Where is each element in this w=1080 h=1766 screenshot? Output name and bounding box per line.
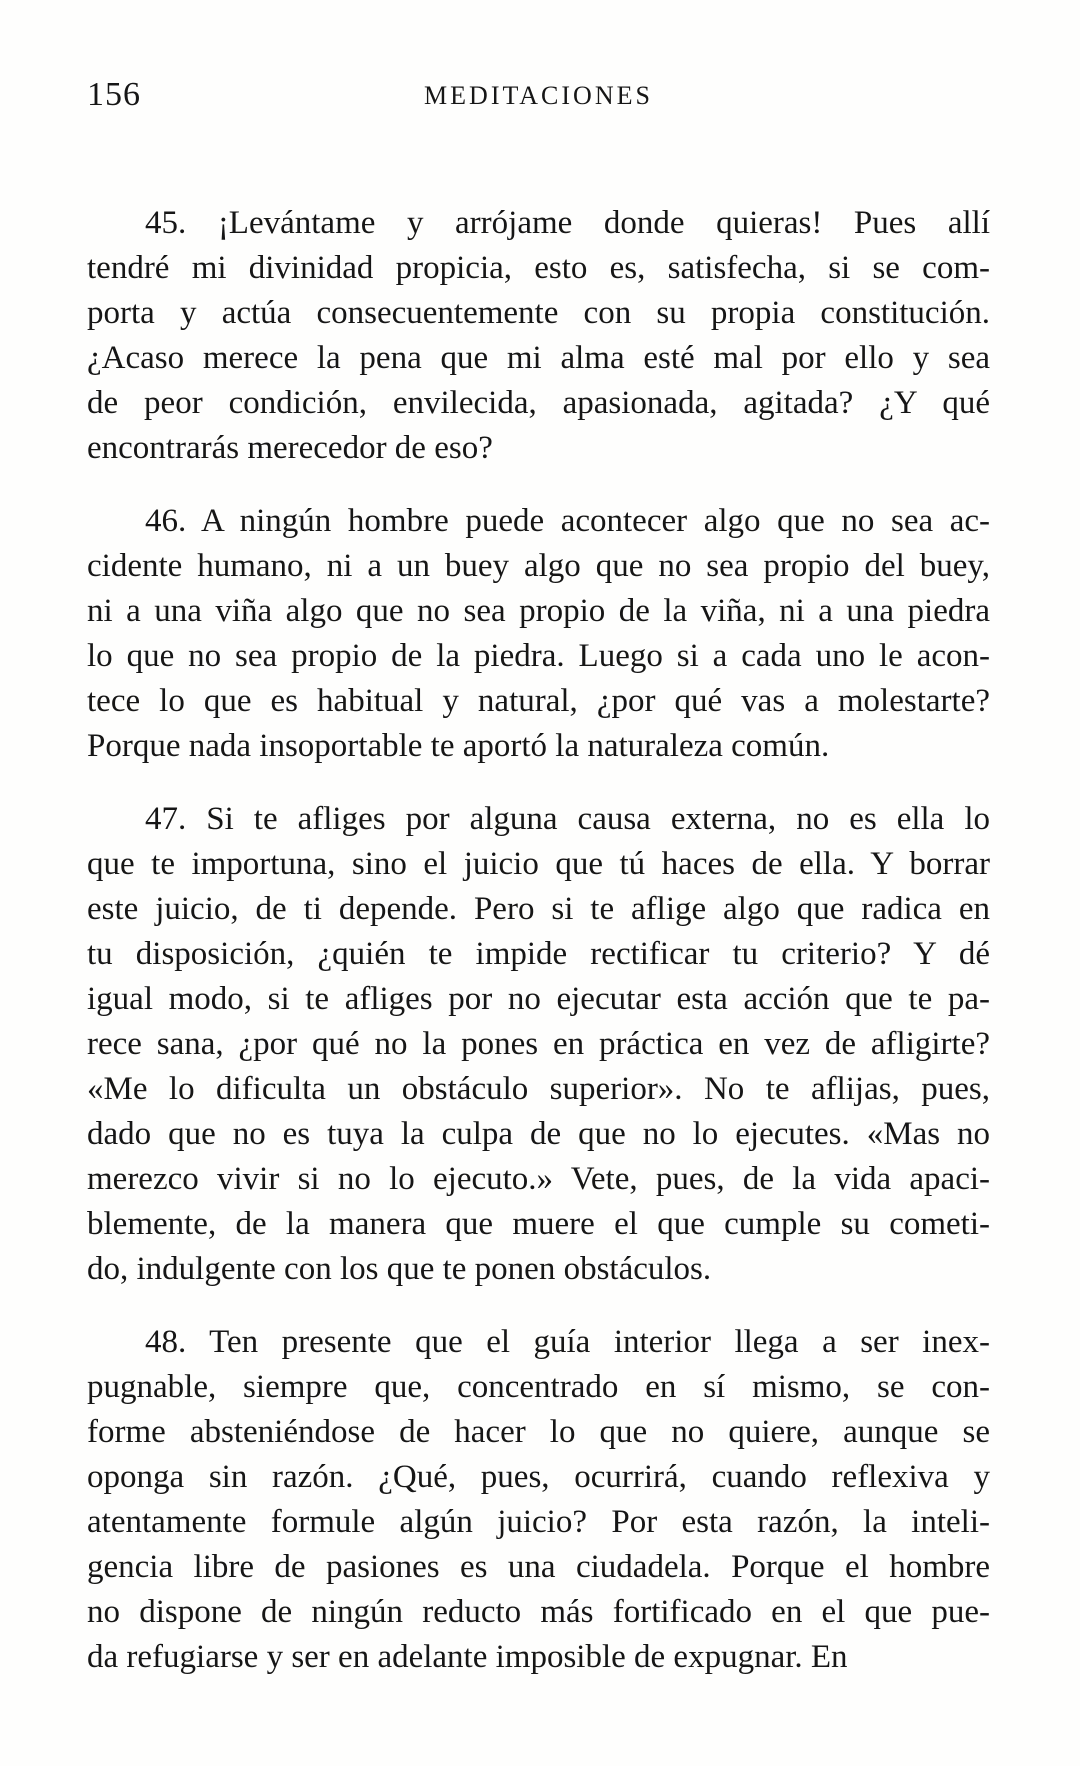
text-line: de peor condición, envilecida, apasionada, agitada? ¿Y qué xyxy=(87,385,990,421)
page-body xyxy=(87,201,990,1680)
paragraph-48 xyxy=(87,1320,990,1680)
text-line: tendré mi divinidad propicia, esto es, satisfecha, si se com- xyxy=(87,250,990,286)
text-line: gencia libre de pasiones es una ciudadela. Porque el hombre xyxy=(87,1549,990,1585)
text-line: do, indulgente con los que te ponen obstáculos. xyxy=(87,1251,712,1287)
text-line: da refugiarse y ser en adelante imposible de expugnar. En xyxy=(87,1639,848,1675)
text-line: oponga sin razón. ¿Qué, pues, ocurrirá, cuando reflexiva y xyxy=(87,1459,990,1495)
text-line: que te importuna, sino el juicio que tú haces de ella. Y borrar xyxy=(87,846,990,882)
text-line: este juicio, de ti depende. Pero si te aflige algo que radica en xyxy=(87,891,990,927)
paragraph-45 xyxy=(87,201,990,471)
text-line: atentamente formule algún juicio? Por esta razón, la inteli- xyxy=(87,1504,990,1540)
text-line: blemente, de la manera que muere el que cumple su cometi- xyxy=(87,1206,990,1242)
running-title: MEDITACIONES xyxy=(424,81,653,110)
text-line: porta y actúa consecuentemente con su propia constitución. xyxy=(87,295,990,331)
text-line: 45. ¡Levántame y arrójame donde quieras! Pues allí xyxy=(145,205,990,241)
text-line: forme absteniéndose de hacer lo que no quiere, aunque se xyxy=(87,1414,990,1450)
text-line: Porque nada insoportable te aportó la naturaleza común. xyxy=(87,728,830,764)
text-line: lo que no sea propio de la piedra. Luego si a cada uno le acon- xyxy=(87,638,990,674)
text-line: ¿Acaso merece la pena que mi alma esté mal por ello y sea xyxy=(87,340,990,376)
text-line: tu disposición, ¿quién te impide rectificar tu criterio? Y dé xyxy=(87,936,990,972)
text-line: ni a una viña algo que no sea propio de la viña, ni a una piedra xyxy=(87,593,990,629)
text-line: pugnable, siempre que, concentrado en sí mismo, se con- xyxy=(87,1369,990,1405)
text-line: 48. Ten presente que el guía interior llega a ser inex- xyxy=(145,1324,990,1360)
text-line: tece lo que es habitual y natural, ¿por qué vas a molestarte? xyxy=(87,683,990,719)
running-header xyxy=(87,76,990,116)
text-line: cidente humano, ni a un buey algo que no sea propio del buey, xyxy=(87,548,990,584)
paragraph-46 xyxy=(87,499,990,769)
paragraph-47 xyxy=(87,797,990,1292)
text-line: rece sana, ¿por qué no la pones en práctica en vez de afligirte? xyxy=(87,1026,990,1062)
text-line: igual modo, si te afliges por no ejecutar esta acción que te pa- xyxy=(87,981,990,1017)
text-line: 46. A ningún hombre puede acontecer algo que no sea ac- xyxy=(145,503,990,539)
page-number: 156 xyxy=(87,76,141,113)
text-line: no dispone de ningún reducto más fortificado en el que pue- xyxy=(87,1594,990,1630)
text-line: dado que no es tuya la culpa de que no lo ejecutes. «Mas no xyxy=(87,1116,990,1152)
text-line: encontrarás merecedor de eso? xyxy=(87,430,493,466)
text-line: «Me lo dificulta un obstáculo superior». No te aflijas, pues, xyxy=(87,1071,990,1107)
text-line: merezco vivir si no lo ejecuto.» Vete, pues, de la vida apaci- xyxy=(87,1161,990,1197)
text-line: 47. Si te afliges por alguna causa externa, no es ella lo xyxy=(145,801,990,837)
